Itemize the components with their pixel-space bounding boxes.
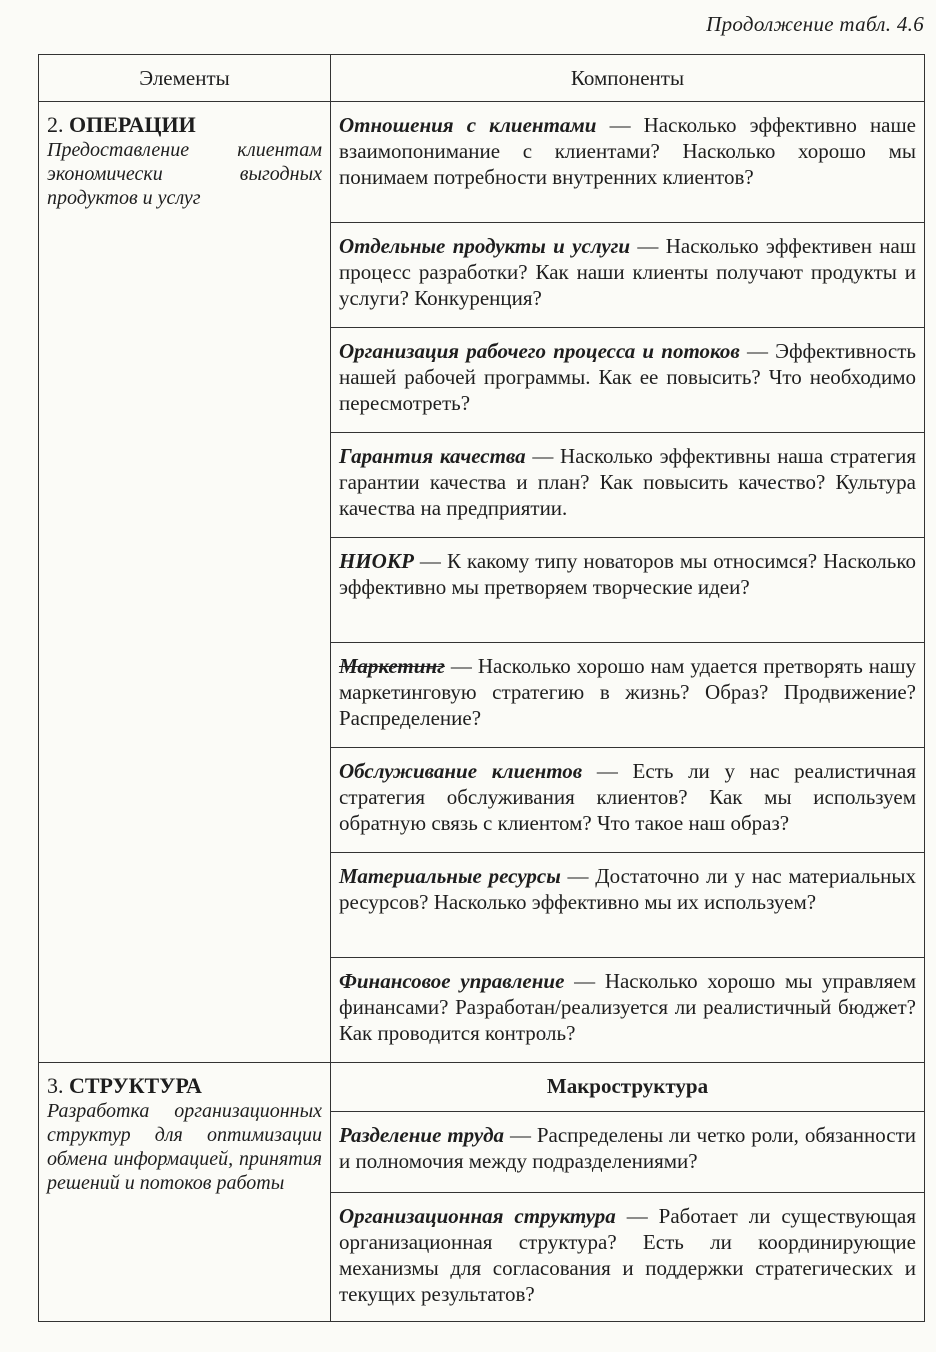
section-name: СТРУКТУРА <box>69 1073 202 1098</box>
component-term: Отношения с клиентами <box>339 113 597 137</box>
component-term: Финансовое управление <box>339 969 565 993</box>
component-term: Обслуживание клиентов <box>339 759 583 783</box>
component-text: — Насколько хорошо мы управляем финансами? Разработан/реализуется ли реалистичный бюджет? Как проводится контроль? <box>339 969 916 1045</box>
component-cell <box>331 433 925 538</box>
component-cell <box>331 1193 925 1322</box>
component-cell <box>331 102 925 223</box>
section-description: Разработка организационных структур для оптимизации обмена информацией, принятия решений и потоков работы <box>47 1100 322 1194</box>
section-operations-cell <box>39 102 331 1063</box>
component-cell <box>331 748 925 853</box>
component-cell <box>331 538 925 643</box>
section-name: ОПЕРАЦИИ <box>69 112 196 137</box>
component-text: — Достаточно ли у нас материальных ресурсов? Насколько эффективно мы их используем? <box>339 864 917 914</box>
component-text: — К какому типу новаторов мы относимся? Насколько эффективно мы претворяем творческие идеи? <box>339 549 916 599</box>
section-number: 2. <box>47 112 64 137</box>
component-cell <box>331 328 925 433</box>
table-header-row <box>39 55 925 102</box>
component-term: Организационная структура <box>339 1204 616 1228</box>
table-caption: Продолжение табл. 4.6 <box>706 12 924 36</box>
component-text: — Распределены ли четко роли, обязанности и полномочия между подразделениями? <box>339 1123 916 1173</box>
component-text: — Насколько эффективно наше взаимопонимание с клиентами? Насколько хорошо мы понимаем потребности внутренних клиентов? <box>339 113 916 189</box>
component-text: — Эффективность нашей рабочей программы. Как ее повысить? Что необходимо пересмотреть? <box>339 339 916 415</box>
section-description: Предоставление клиентам экономически выгодных продуктов и услуг <box>47 139 322 209</box>
section-title <box>47 112 322 138</box>
component-cell <box>331 1112 925 1193</box>
component-text: — Насколько хорошо нам удается претворять нашу маркетинговую стратегию в жизнь? Образ? Продвижение? Распределение? <box>339 654 916 730</box>
component-term: Отдельные продукты и услуги <box>339 234 631 258</box>
header-elements: Элементы <box>39 55 331 102</box>
elements-components-table <box>38 54 925 1322</box>
table-row <box>39 102 925 223</box>
component-cell <box>331 958 925 1063</box>
section-structure-cell <box>39 1063 331 1322</box>
component-cell <box>331 853 925 958</box>
component-term: Материальные ресурсы <box>339 864 561 888</box>
component-text: — Работает ли существующая организационная структура? Есть ли координирующие механизмы для согласования и поддержки стратегических и текущих результатов? <box>339 1204 916 1306</box>
component-text: — Насколько эффективен наш процесс разработки? Как наши клиенты получают продукты и услуги? Конкуренция? <box>339 234 916 310</box>
section-title <box>47 1073 322 1099</box>
subheading-cell: Макроструктура <box>331 1063 925 1112</box>
header-components: Компоненты <box>331 55 925 102</box>
component-text: — Есть ли у нас реалистичная стратегия обслуживания клиентов? Как мы используем обратную связь с клиентом? Что такое наш образ? <box>339 759 916 835</box>
component-term: Гарантия качества <box>339 444 526 468</box>
table-row <box>39 1063 925 1112</box>
section-number: 3. <box>47 1073 64 1098</box>
component-cell <box>331 643 925 748</box>
component-term: Организация рабочего процесса и потоков <box>339 339 740 363</box>
component-term: НИОКР <box>339 549 414 573</box>
component-term: Маркетинг <box>339 654 445 678</box>
component-cell <box>331 223 925 328</box>
component-text: — Насколько эффективны наша стратегия гарантии качества и план? Как повысить качество? Культура качества на предприятии. <box>339 444 916 520</box>
component-term: Разделение труда <box>339 1123 505 1147</box>
